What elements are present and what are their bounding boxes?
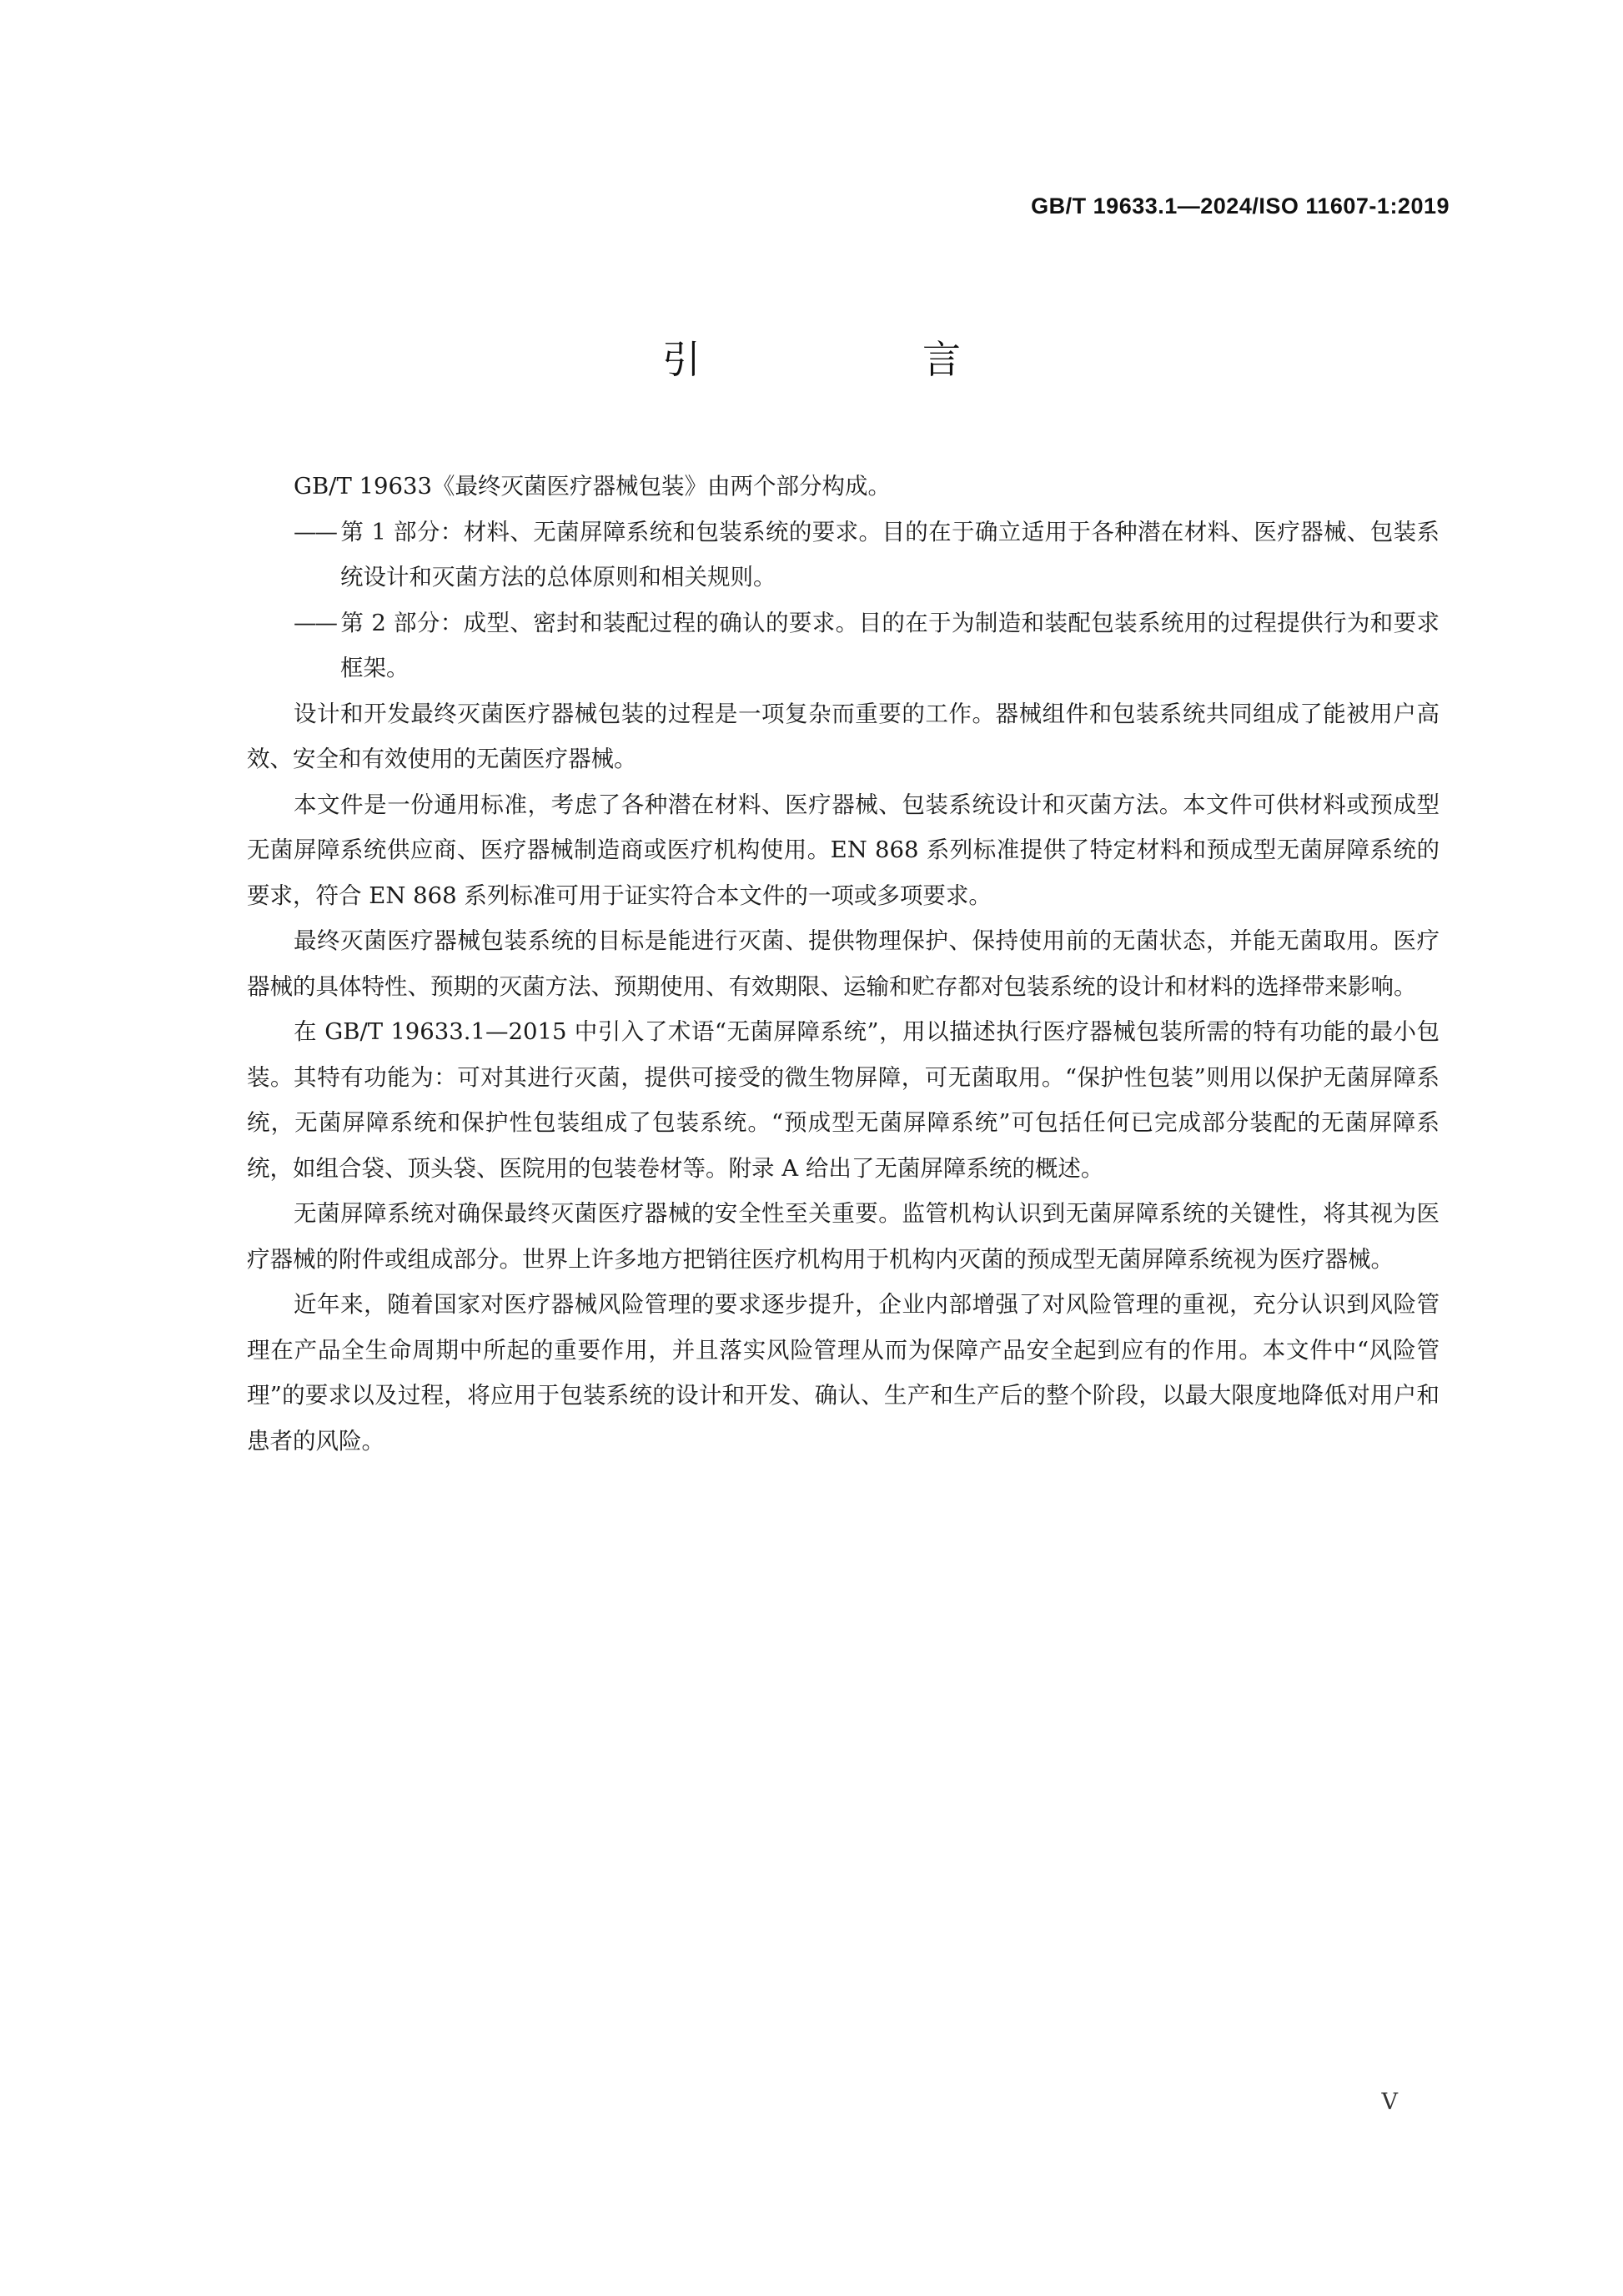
standard-code-header: GB/T 19633.1—2024/ISO 11607-1:2019 <box>1031 193 1450 219</box>
page-title: 引 言 <box>662 337 1053 382</box>
list-item-part-2 <box>294 600 1440 691</box>
introduction-body <box>247 464 1440 1464</box>
paragraph-parts-overview: GB/T 19633《最终灭菌医疗器械包装》由两个部分构成。 <box>294 473 892 500</box>
paragraph-design-development: 设计和开发最终灭菌医疗器械包装的过程是一项复杂而重要的工作。器械组件和包装系统共同组成了能被用户高效、安全和有效使用的无菌医疗器械。 <box>247 700 1440 772</box>
paragraph-packaging-goal: 最终灭菌医疗器械包装系统的目标是能进行灭菌、提供物理保护、保持使用前的无菌状态，并能无菌取用。医疗器械的具体特性、预期的灭菌方法、预期使用、有效期限、运输和贮存都对包装系统的设计和材料的选择带来影响。 <box>247 927 1440 1000</box>
list-item-part-1 <box>294 510 1440 600</box>
list-item-part-1-text: 第 1 部分：材料、无菌屏障系统和包装系统的要求。目的在于确立适用于各种潜在材料、医疗器械、包装系统设计和灭菌方法的总体原则和相关规则。 <box>340 518 1440 590</box>
dash-marker: —— <box>294 518 336 545</box>
dash-marker: —— <box>294 609 336 636</box>
paragraph-sterile-barrier-term: 在 GB/T 19633.1—2015 中引入了术语“无菌屏障系统”，用以描述执行医疗器械包装所需的特有功能的最小包装。其特有功能为：可对其进行灭菌，提供可接受的微生物屏障，可无菌取用。“保护性包装”则用以保护无菌屏障系统，无菌屏障系统和保护性包装组成了包装系统。“预成型无菌屏障系统”可包括任何已完成部分装配的无菌屏障系统，如组合袋、顶头袋、医院用的包装卷材等。附录 A 给出了无菌屏障系统的概述。 <box>247 1018 1440 1182</box>
list-item-part-2-text: 第 2 部分：成型、密封和装配过程的确认的要求。目的在于为制造和装配包装系统用的过程提供行为和要求框架。 <box>340 609 1440 681</box>
paragraph-general-standard: 本文件是一份通用标准，考虑了各种潜在材料、医疗器械、包装系统设计和灭菌方法。本文件可供材料或预成型无菌屏障系统供应商、医疗器械制造商或医疗机构使用。EN 868 系列标准提供了特定材料和预成型无菌屏障系统的要求，符合 EN 868 系列标准可用于证实符合本文件的一项或多项要求。 <box>247 791 1440 909</box>
paragraph-risk-management: 近年来，随着国家对医疗器械风险管理的要求逐步提升，企业内部增强了对风险管理的重视，充分认识到风险管理在产品全生命周期中所起的重要作用，并且落实风险管理从而为保障产品安全起到应有的作用。本文件中“风险管理”的要求以及过程，将应用于包装系统的设计和开发、确认、生产和生产后的整个阶段，以最大限度地降低对用户和患者的风险。 <box>247 1291 1440 1454</box>
page-number: V <box>1381 2089 1398 2115</box>
paragraph-sterile-barrier-importance: 无菌屏障系统对确保最终灭菌医疗器械的安全性至关重要。监管机构认识到无菌屏障系统的关键性，将其视为医疗器械的附件或组成部分。世界上许多地方把销往医疗机构用于机构内灭菌的预成型无菌屏障系统视为医疗器械。 <box>247 1200 1440 1273</box>
